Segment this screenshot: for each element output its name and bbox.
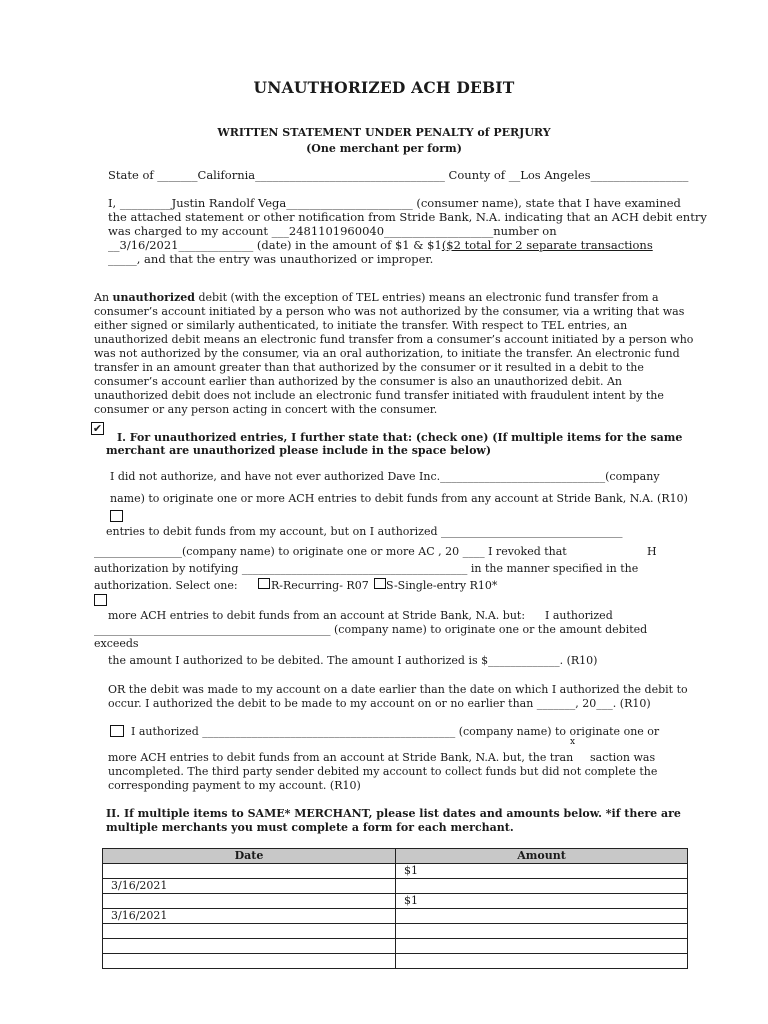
table-row	[103, 954, 688, 969]
amount-cell[interactable]: $1	[396, 894, 688, 909]
amount-cell[interactable]	[396, 954, 688, 969]
consumer-name-line: I, _________Justin Randolf Vega______________________ (consumer name), state that I have examined	[108, 196, 681, 210]
option2-line2-h: H	[647, 545, 657, 558]
option5-line4: corresponding payment to my account. (R10)	[108, 779, 361, 792]
date-column-header: Date	[103, 849, 396, 864]
section1-heading-cont: merchant are unauthorized please include in the space below)	[106, 444, 492, 457]
table-header-row	[103, 849, 688, 864]
option3-line3: exceeds	[94, 637, 139, 650]
definition-line: unauthorized debit does not include an electronic fund transfer initiated with fraudulent intent by the	[94, 389, 664, 402]
date-amount-text: __3/16/2021_____________ (date) in the amount of $1 & $1	[108, 238, 442, 252]
option2-line3: authorization by notifying _________________________________________ in the manner specified in the	[94, 562, 639, 575]
option2-checkbox[interactable]	[110, 510, 123, 522]
option2-line1: entries to debit funds from my account, but on I authorized _________________________________	[106, 525, 623, 538]
table-row	[103, 894, 688, 909]
unauthorized-line: _____, and that the entry was unauthorized or improper.	[108, 252, 434, 266]
definition-bold-term: unauthorized	[112, 291, 195, 304]
date-cell[interactable]	[103, 864, 396, 879]
date-amount-line	[108, 238, 653, 252]
amount-cell[interactable]	[396, 879, 688, 894]
section2-heading: II. If multiple items to SAME* MERCHANT, please list dates and amounts below. *if there are	[106, 807, 681, 820]
table-row	[103, 864, 688, 879]
state-county-line: State of _______California_________________________________ County of __Los Angeles_________________	[108, 168, 689, 182]
option5-checkbox[interactable]	[110, 725, 124, 737]
table-row	[103, 879, 688, 894]
definition-line: consumer or any person acting in concert with the consumer.	[94, 403, 438, 416]
recurring-checkbox[interactable]	[258, 578, 270, 589]
date-cell[interactable]	[103, 924, 396, 939]
option5-line1: I authorized ______________________________________________ (company name) to originate one or	[131, 725, 660, 738]
document-subtitle-note: (One merchant per form)	[306, 142, 462, 155]
definition-line: consumer’s account initiated by a person who was not authorized by the consumer, via a writing that was	[94, 305, 685, 318]
definition-line: either signed or similarly authenticated, to initiate the transfer. With respect to TEL entries, an	[94, 319, 628, 332]
document-title: UNAUTHORIZED ACH DEBIT	[253, 78, 515, 97]
definition-line: consumer’s account earlier than authorized by the consumer is also an unauthorized debit. An	[94, 375, 622, 388]
section1-heading: I. For unauthorized entries, I further state that: (check one) (If multiple items for the same	[117, 431, 683, 444]
document-subtitle: WRITTEN STATEMENT UNDER PENALTY of PERJURY	[217, 126, 551, 139]
option3-line4: the amount I authorized to be debited. The amount I authorized is $_____________. (R10)	[108, 654, 598, 667]
amount-cell[interactable]: $1	[396, 864, 688, 879]
amount-column-header: Amount	[396, 849, 688, 864]
date-cell[interactable]	[103, 939, 396, 954]
definition-line: transfer in an amount greater than that authorized by the consumer or it resulted in a debit to the	[94, 361, 644, 374]
option1-line1: I did not authorize, and have not ever authorized Dave Inc.______________________________(company	[110, 470, 660, 483]
option5-line2: more ACH entries to debit funds from an account at Stride Bank, N.A. but, the tran	[108, 751, 574, 764]
definition-line-text: debit (with the exception of TEL entries) means an electronic fund transfer from a	[198, 291, 659, 304]
option3-line1: more ACH entries to debit funds from an account at Stride Bank, N.A. but:	[108, 609, 526, 622]
single-entry-label: S-Single-entry R10*	[386, 579, 498, 592]
definition-paragraph	[94, 291, 694, 417]
table-row	[103, 939, 688, 954]
recurring-label: R-Recurring- R07	[271, 579, 369, 592]
statement-line-2: the attached statement or other notification from Stride Bank, N.A. indicating that an ACH debit entry	[108, 210, 707, 224]
option3-checkbox[interactable]	[94, 594, 107, 606]
account-number-line: was charged to my account ___2481101960040___________________number on	[108, 224, 557, 238]
definition-line: was not authorized by the consumer, via an oral authorization, to initiate the transfer. An electronic fund	[94, 347, 680, 360]
table-row	[103, 924, 688, 939]
section2-heading-cont: multiple merchants you must complete a form for each merchant.	[106, 821, 514, 834]
total-note: ($2 total for 2 separate transactions	[441, 238, 653, 252]
option1-line2: name) to originate one or more ACH entries to debit funds from any account at Stride Bank, N.A. (R10)	[110, 492, 688, 505]
option3-line1-right: I authorized	[545, 609, 613, 622]
section1-checkbox[interactable]: ✔	[92, 422, 103, 435]
date-cell[interactable]	[103, 894, 396, 909]
date-cell[interactable]: 3/16/2021	[103, 909, 396, 924]
date-cell[interactable]	[103, 954, 396, 969]
definition-line: unauthorized debit means an electronic fund transfer from a consumer’s account initiated by a person who	[94, 333, 694, 346]
definition-lead: An	[94, 291, 113, 304]
option2-line4: authorization. Select one:	[94, 579, 238, 592]
table-row	[103, 909, 688, 924]
option3-line2: ___________________________________________ (company name) to originate one or the amount debited	[94, 623, 648, 636]
transactions-table	[102, 848, 688, 969]
option2-line2: ________________(company name) to originate one or more AC , 20 ____ I revoked that	[94, 545, 567, 558]
amount-cell[interactable]	[396, 924, 688, 939]
amount-cell[interactable]	[396, 939, 688, 954]
option5-line2-end: saction was	[590, 751, 656, 764]
amount-cell[interactable]	[396, 909, 688, 924]
definition-line	[94, 291, 694, 305]
date-cell[interactable]: 3/16/2021	[103, 879, 396, 894]
single-entry-checkbox[interactable]	[374, 578, 386, 589]
option4-line1: OR the debit was made to my account on a date earlier than the date on which I authorized the debit to	[108, 683, 688, 696]
option5-line3: uncompleted. The third party sender debited my account to collect funds but did not complete the	[108, 765, 658, 778]
option4-line2: occur. I authorized the debit to be made to my account on or no earlier than _______, 20___. (R10)	[108, 697, 651, 710]
option5-x-mark: x	[570, 737, 576, 747]
